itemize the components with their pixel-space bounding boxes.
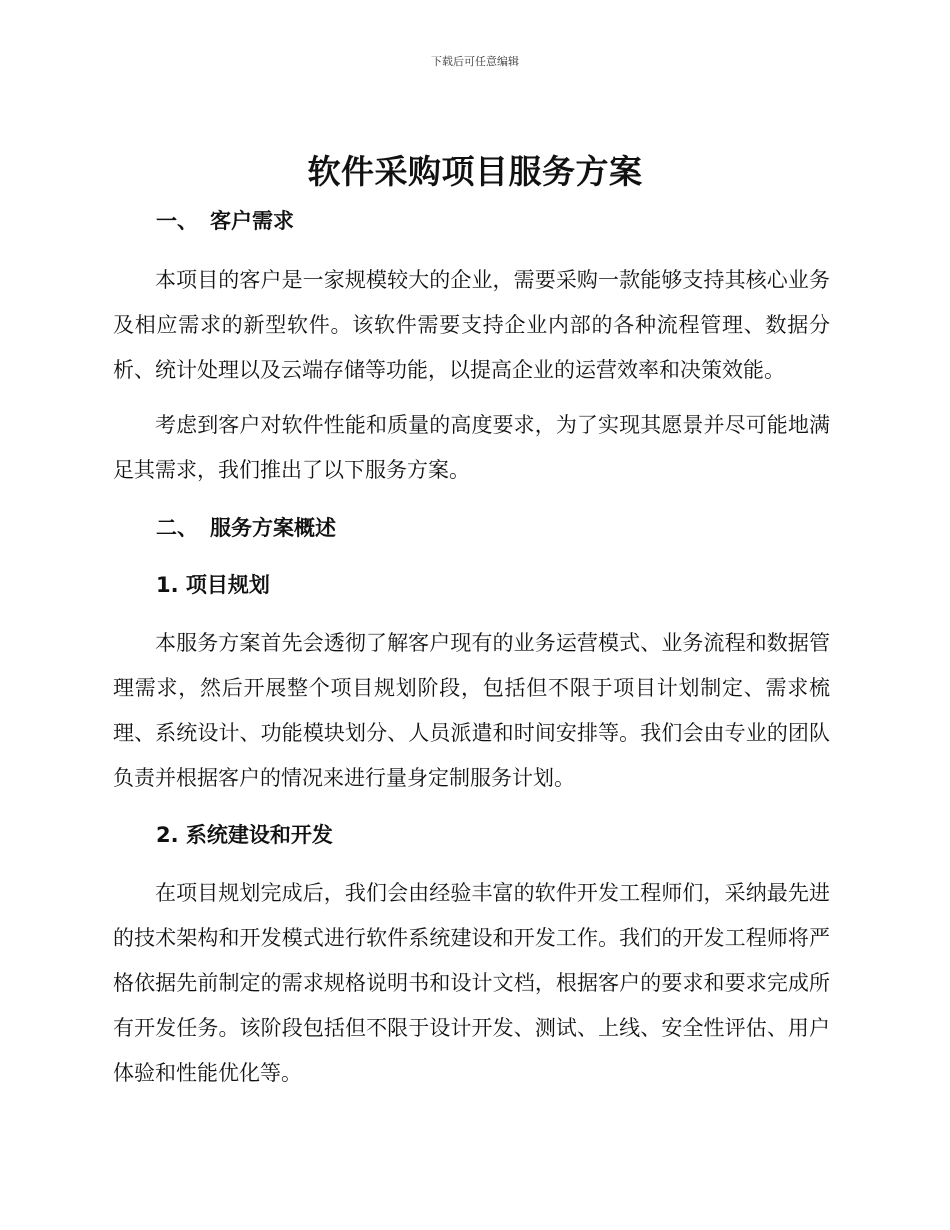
document-title: 软件采购项目服务方案 [307,152,643,191]
section-heading-service-overview [156,513,336,543]
paragraph: 本服务方案首先会透彻了解客户现有的业务运营模式、业务流程和数据管理需求，然后开展整个项目规划阶段，包括但不限于项目计划制定、需求梳理、系统设计、功能模块划分、人员派遣和时间安排等。我们会由专业的团队负责并根据客户的情况来进行量身定制服务计划。 [113,631,830,790]
page-header-note: 下载后可任意编辑 [431,55,519,68]
paragraph: 本项目的客户是一家规模较大的企业，需要采购一款能够支持其核心业务及相应需求的新型软件。该软件需要支持企业内部的各种流程管理、数据分析、统计处理以及云端存储等功能，以提高企业的运营效率和决策效能。 [113,268,830,382]
section-heading-customer-needs [156,206,294,236]
subsection-heading-system-development: 2. 系统建设和开发 [156,823,333,847]
section-title: 服务方案概述 [210,516,336,540]
paragraph: 考虑到客户对软件性能和质量的高度要求，为了实现其愿景并尽可能地满足其需求，我们推出了以下服务方案。 [113,413,830,482]
paragraph: 在项目规划完成后，我们会由经验丰富的软件开发工程师们，采纳最先进的技术架构和开发模式进行软件系统建设和开发工作。我们的开发工程师将严格依据先前制定的需求规格说明书和设计文档，根据客户的要求和要求完成所有开发任务。该阶段包括但不限于设计开发、测试、上线、安全性评估、用户体验和性能优化等。 [113,881,830,1085]
section-number: 一、 [156,209,198,233]
section-title: 客户需求 [210,209,294,233]
subsection-heading-project-planning: 1. 项目规划 [156,573,270,597]
section-number: 二、 [156,516,198,540]
